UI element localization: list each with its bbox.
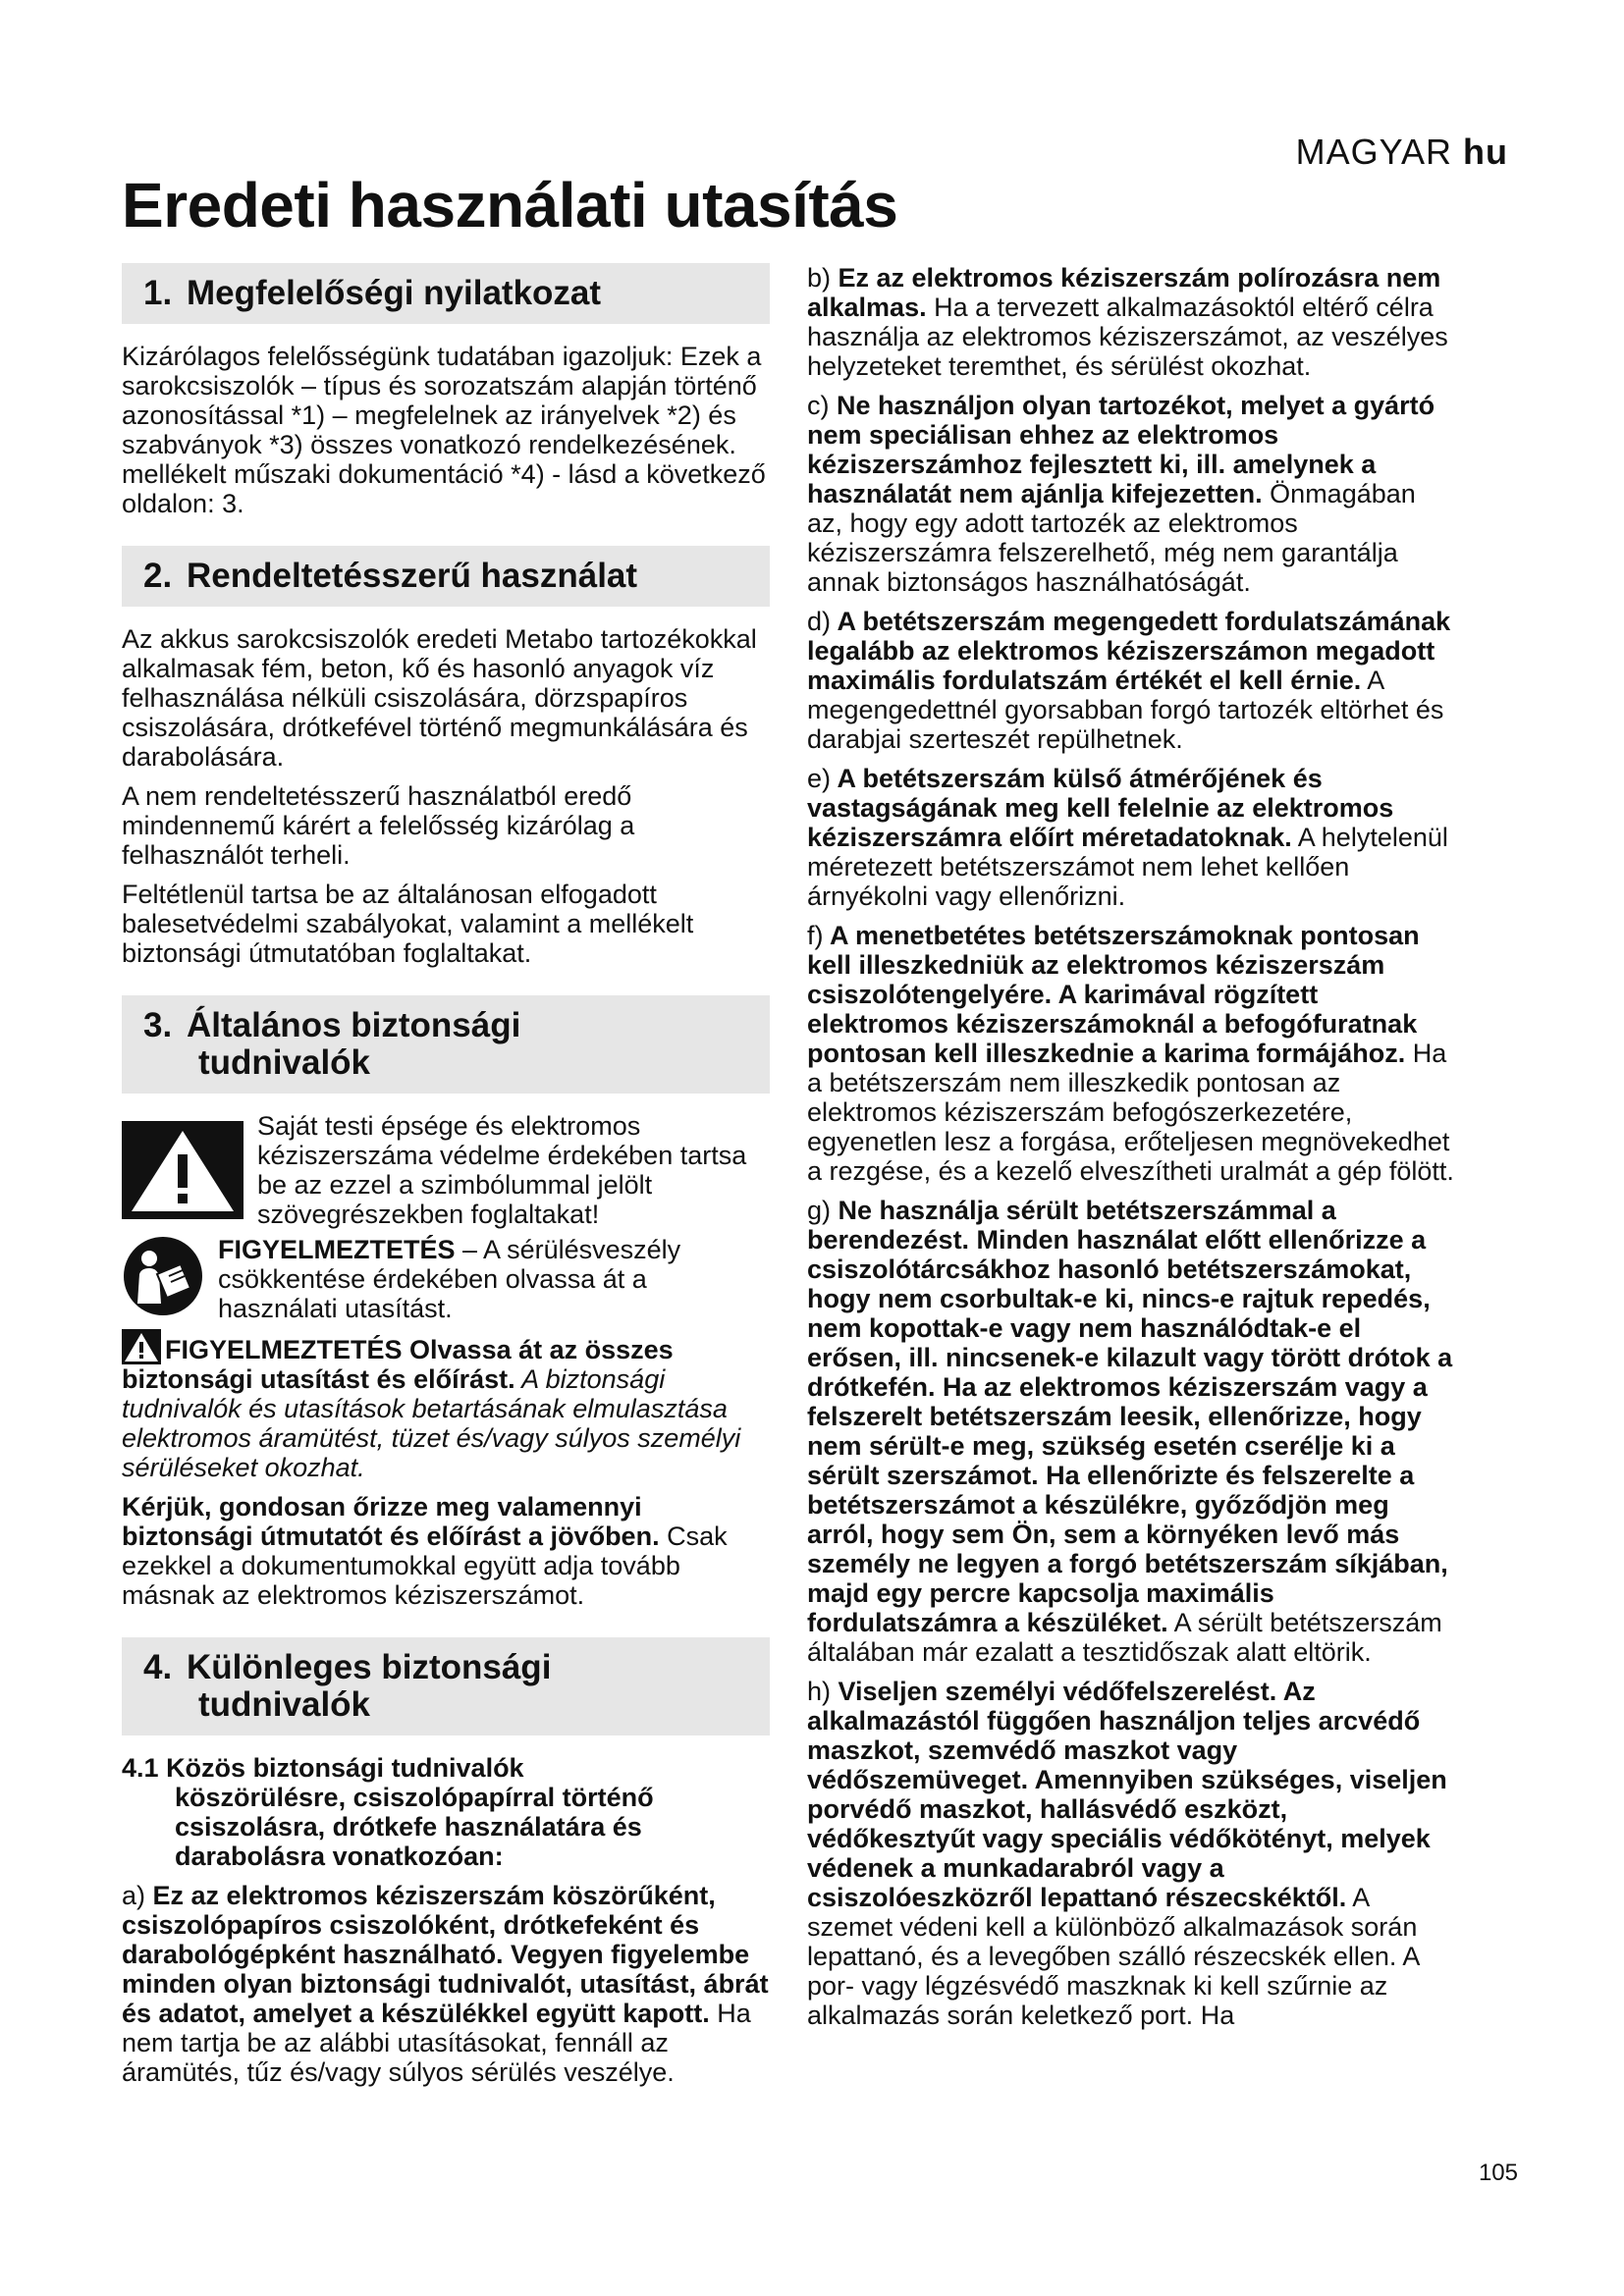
read-manual-note — [122, 1235, 770, 1323]
read-manual-text — [218, 1235, 770, 1323]
item-h-bold: Viseljen személyi védőfelszerelést. Az alkalmazástól függően használjon teljes arcvédő maszkot, szemvédő maszkot vagy védőszemüveget. Amennyiben szükséges, viseljen porvédő maszkot, hallásvédő eszközt, védőkesztyűt vagy speciális védőkötényt, melyek védenek a munkadarabról vagy a csiszolóeszközről lepattanó részecskéktől. — [807, 1677, 1447, 1912]
page-title: Eredeti használati utasítás — [122, 170, 898, 240]
section-3-title-line-2: tudnivalók — [198, 1043, 371, 1082]
page-number: 105 — [1478, 2160, 1518, 2186]
item-h-label: h) — [807, 1677, 832, 1706]
section-3-number: 3. — [143, 1006, 173, 1044]
subsection-4-1-title-line-1: Közös biztonsági tudnivalók — [166, 1753, 524, 1783]
item-a-label: a) — [122, 1881, 146, 1910]
item-e-text: A helytelenül méretezett betétszerszámot nem lehet kellően árnyékolni vagy ellenőrizni. — [807, 823, 1448, 911]
item-f-text: Ha a betétszerszám nem illeszkedik pontosan az elektromos kéziszerszám befogószerkezetére, egyenetlen lesz a forgása, erőteljesen megnövekedhet a rezgése, és a kezelő elveszítheti uralmát a gép fölött. — [807, 1039, 1454, 1186]
section-4-heading — [122, 1637, 770, 1735]
section-2-paragraph-1: Az akkus sarokcsiszolók eredeti Metabo tartozékokkal alkalmasak fém, beton, kő és hasonló anyagok víz felhasználása nélküli csiszolására, dörzspapíros csiszolására, drótkefével történő megmunkálására és darabolására. — [122, 624, 757, 772]
general-warning-bold: FIGYELMEZTETÉS Olvassa át az összes biztonsági utasítást és előírást. — [122, 1335, 674, 1394]
subsection-4-1-heading — [122, 1753, 770, 1871]
section-2-number: 2. — [143, 557, 173, 595]
item-e-bold: A betétszerszám külső átmérőjének és vastagságának meg kell felelnie az elektromos kéziszerszámra előírt méretadatoknak. — [807, 764, 1394, 852]
read-manual-label: FIGYELMEZTETÉS — [218, 1235, 456, 1264]
item-c-text: Önmagában az, hogy egy adott tartozék az elektromos kéziszerszámra felszerelhető, még nem garantálja annak biztonságos használhatóságát. — [807, 479, 1416, 597]
item-a-text: Ha nem tartja be az alábbi utasításokat, fennáll az áramütés, tűz és/vagy súlyos sérülés veszélye. — [122, 1999, 751, 2087]
keep-instructions — [122, 1492, 770, 1610]
item-d-bold: A betétszerszám megengedett fordulatszámának legalább az elektromos kéziszerszámon megadott maximális fordulatszám értékét el kell érnie. — [807, 607, 1451, 695]
item-f — [807, 921, 1455, 1186]
warning-triangle-icon — [122, 1111, 244, 1219]
section-3-heading — [122, 995, 770, 1094]
section-1-title: Megfelelőségi nyilatkozat — [187, 274, 602, 312]
section-1-heading — [122, 263, 770, 324]
item-b-label: b) — [807, 263, 832, 293]
keep-instructions-text: Csak ezekkel a dokumentumokkal együtt adja tovább másnak az elektromos kéziszerszámot. — [122, 1522, 728, 1610]
general-warning-italic: A biztonsági tudnivalók és utasítások betartásának elmulasztása elektromos áramütést, tüzet és/vagy súlyos személyi sérüléseket okozhat. — [122, 1364, 741, 1482]
section-4-title-line-1: Különleges biztonsági — [187, 1648, 552, 1686]
item-f-bold: A menetbetétes betétszerszámoknak pontosan kell illeszkedniük az elektromos kéziszerszám csiszolótengelyére. A karimával rögzített elektromos kéziszerszámoknál a befogófuratnak pontosan kell illeszkednie a karima formájához. — [807, 921, 1420, 1068]
item-f-label: f) — [807, 921, 824, 950]
item-h — [807, 1677, 1455, 2030]
item-b-bold: Ez az elektromos kéziszerszám polírozásra nem alkalmas. — [807, 263, 1441, 322]
subsection-4-1-number: 4.1 — [122, 1753, 159, 1783]
item-h-text: A szemet védeni kell a különböző alkalmazások során lepattanó, és a levegőben szálló részecskék ellen. A por- vagy légzésvédő maszknak ki kell szűrnie az alkalmazás során keletkező port. Ha — [807, 1883, 1419, 2030]
language-code: hu — [1463, 132, 1508, 172]
right-column — [807, 263, 1455, 2040]
item-a — [122, 1881, 770, 2087]
read-manual-icon — [122, 1235, 204, 1317]
language-header — [1296, 132, 1508, 173]
section-2-paragraph-2: A nem rendeltetésszerű használatból eredő mindennemű kárért a felelősség kizárólag a felhasználót terheli. — [122, 781, 635, 870]
left-column — [122, 263, 770, 2097]
item-d-text: A megengedettnél gyorsabban forgó tartozék eltörhet és darabjai szerteszét repülhetnek. — [807, 666, 1444, 754]
item-g-label: g) — [807, 1196, 832, 1225]
item-e-label: e) — [807, 764, 832, 793]
item-g-text: A sérült betétszerszám általában már ezalatt a tesztidőszak alatt eltörik. — [807, 1608, 1442, 1667]
item-b-text: Ha a tervezett alkalmazásoktól eltérő célra használja az elektromos kéziszerszámot, az veszélyes helyzeteket teremthet, és sérülést okozhat. — [807, 293, 1448, 381]
item-d-label: d) — [807, 607, 832, 636]
section-4-number: 4. — [143, 1648, 173, 1686]
section-2-title: Rendeltetésszerű használat — [187, 557, 638, 595]
general-warning — [122, 1329, 770, 1482]
section-1-body: Kizárólagos felelősségünk tudatában igazoljuk: Ezek a sarokcsiszolók – típus és sorozatszám alapján történő azonosítással *1) – megfelelnek az irányelvek *2) és szabványok *3) összes vonatkozó rendelkezésének. mellékelt műszaki dokumentáció *4) - lásd a következő oldalon: 3. — [122, 342, 766, 518]
section-2-heading — [122, 546, 770, 607]
item-b — [807, 263, 1455, 381]
language-name: MAGYAR — [1295, 132, 1452, 172]
safety-symbol-note — [122, 1111, 770, 1229]
section-4-title-line-2: tudnivalók — [198, 1685, 371, 1724]
section-1-number: 1. — [143, 274, 173, 312]
item-c — [807, 391, 1455, 597]
item-e — [807, 764, 1455, 911]
read-manual-body: – A sérülésveszély csökkentése érdekében olvassa át a használati utasítást. — [218, 1235, 681, 1323]
subsection-4-1-title-line-2: köszörülésre, csiszolópapírral történő csiszolásra, drótkefe használatára és darabolásra vonatkozóan: — [175, 1783, 654, 1871]
item-c-bold: Ne használjon olyan tartozékot, melyet a gyártó nem speciálisan ehhez az elektromos kéziszerszámhoz fejlesztett ki, ill. amelynek a használatát nem ajánlja kifejezetten. — [807, 391, 1435, 508]
keep-instructions-bold: Kérjük, gondosan őrizze meg valamennyi biztonsági útmutatót és előírást a jövőben. — [122, 1492, 660, 1551]
item-g — [807, 1196, 1455, 1667]
item-d — [807, 607, 1455, 754]
item-a-bold: Ez az elektromos kéziszerszám köszörűként, csiszolópapíros csiszolóként, drótkefeként és darabológépként használható. Vegyen figyelembe minden olyan biztonsági tudnivalót, utasítást, ábrát és adatot, amelyet a készülékkel együtt kapott. — [122, 1881, 769, 2028]
item-g-bold: Ne használja sérült betétszerszámmal a berendezést. Minden használat előtt ellenőrizze a csiszolótárcsákhoz hasonló betétszerszámokat, hogy nem csorbultak-e ki, nincs-e rajtuk repedés, nem kopottak-e vagy nem használódtak-e el erősen, ill. nincsenek-e kilazult vagy törött drótok a drótkefén. Ha az elektromos kéziszerszám vagy a felszerelt betétszerszám leesik, ellenőrizze, hogy nem sérült-e meg, szükség esetén cserélje ki a sérült szerszámot. Ha ellenőrizte és felszerelte a betétszerszámot a készülékre, győződjön meg arról, hogy sem Ön, sem a környéken levő más személy ne legyen a forgó betétszerszám síkjában, majd egy percre kapcsolja maximális fordulatszámra a készüléket. — [807, 1196, 1453, 1637]
item-c-label: c) — [807, 391, 830, 420]
section-2-paragraph-3: Feltétlenül tartsa be az általánosan elfogadott balesetvédelmi szabályokat, valamint a mellékelt biztonsági útmutatóban foglaltakat. — [122, 880, 694, 968]
small-warning-icon — [122, 1329, 161, 1364]
section-3-title-line-1: Általános biztonsági — [187, 1006, 521, 1044]
safety-symbol-text: Saját testi épsége és elektromos kéziszerszáma védelme érdekében tartsa be az ezzel a szimbólummal jelölt szövegrészekben foglaltakat! — [257, 1111, 747, 1229]
